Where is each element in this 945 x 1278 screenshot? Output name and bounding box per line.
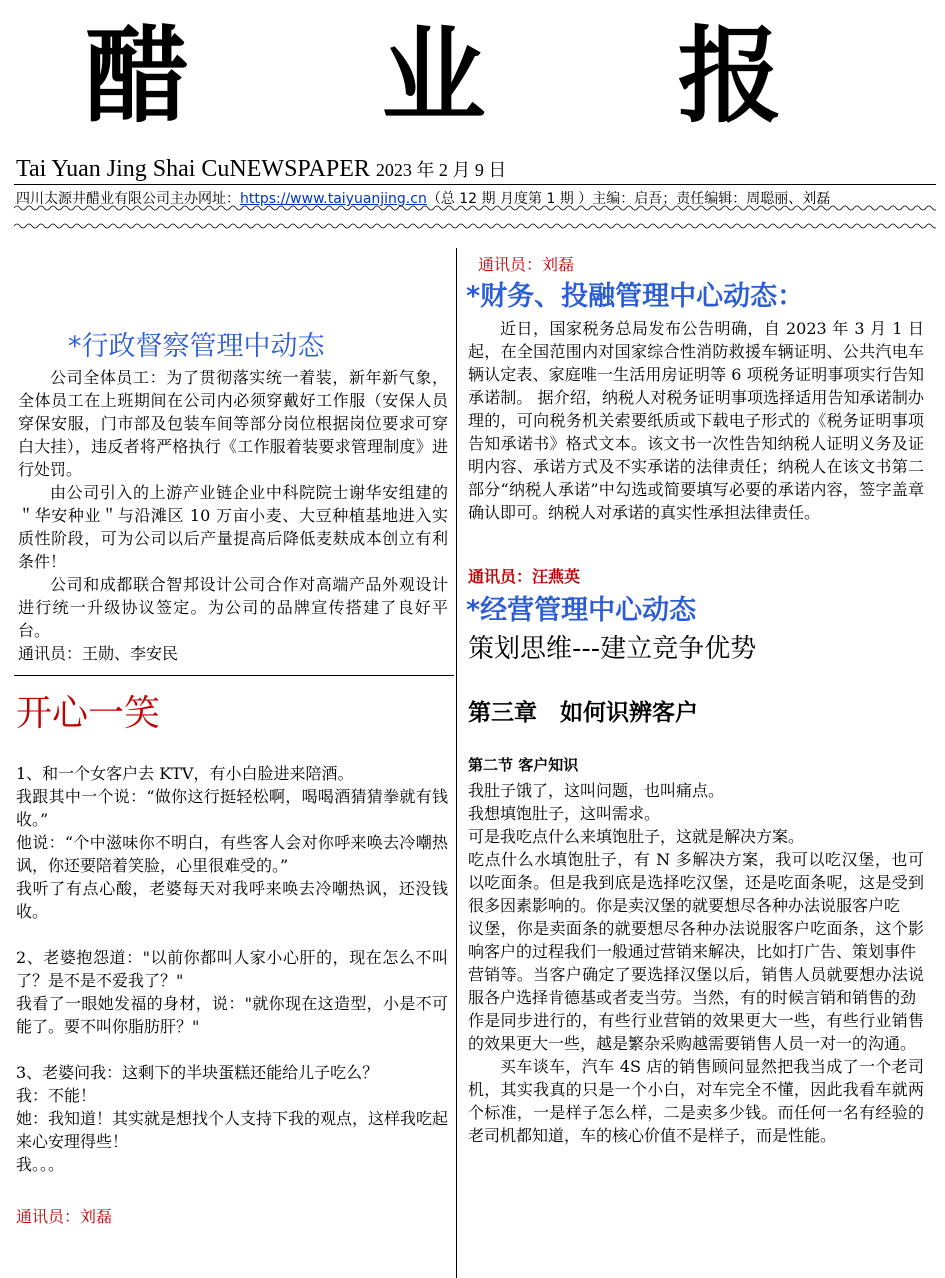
issue-date: 2023 年 2 月 9 日 bbox=[375, 160, 507, 180]
joke-spacer bbox=[16, 923, 448, 946]
body-line: 议堡，你是卖面条的就要想尽各种办法说服客户吃面条，这个影响客户的过程我们一般通过营销来解决，比如打广告、策划事件 bbox=[468, 919, 924, 961]
joke-line: 1、和一个女客户去 KTV，有小白脸进来陪酒。 bbox=[16, 764, 354, 783]
admin-heading: *行政督察管理中动态 bbox=[68, 331, 325, 362]
wavy-rule-top bbox=[14, 204, 936, 212]
body-line: 我肚子饿了，这叫问题，也叫痛点。 bbox=[468, 781, 725, 800]
joke-reporter: 通讯员：刘磊 bbox=[16, 1207, 113, 1226]
joke-line: 我跟其中一个说：“做你这行挺轻松啊，喝喝酒猜猜拳就有钱收。” bbox=[16, 787, 448, 829]
publisher-prefix: 四川太源井醋业有限公司主办网址： bbox=[16, 191, 240, 207]
finance-heading: *财务、投融管理中心动态： bbox=[466, 281, 805, 312]
body-line: 作是同步进行的，有些行业营销的效果更大一些，有些行业销售的效果更大一些，越是繁杂采购越需要销售人员一对一的沟通。 bbox=[468, 1011, 924, 1053]
joke-article bbox=[16, 762, 448, 1176]
newspaper-title: 醋 业 报 bbox=[85, 14, 860, 137]
joke-line: 我。。。 bbox=[16, 1155, 65, 1174]
joke-line: 我看了一眼她发福的身材，说："就你现在这造型，小是不可能了。要不叫你脂肪肝？" bbox=[16, 994, 448, 1036]
finance-article bbox=[468, 317, 924, 524]
masthead bbox=[0, 0, 945, 135]
wavy-rule-bottom bbox=[14, 222, 936, 230]
column-divider bbox=[456, 248, 457, 1278]
joke-line: 2、老婆抱怨道："以前你都叫人家小心肝的，现在怎么不叫了？是不是不爱我了？" bbox=[16, 948, 448, 990]
publisher-suffix: （总 12 期 月度第 1 期 ）主编：启吾；责任编辑：周聪丽、刘磊 bbox=[426, 191, 831, 207]
finance-reporter: 通讯员：刘磊 bbox=[478, 255, 575, 274]
admin-paragraph: 公司和成都联合智邦设计公司合作对高端产品外观设计进行统一升级协议签定。为公司的品牌宣传搭建了良好平台。 bbox=[18, 575, 448, 640]
admin-paragraph: 公司全体员工：为了贯彻落实统一着装，新年新气象，全体员工在上班期间在公司内必须穿戴好工作服（安保人员穿保安服，门市部及包装车间等部分岗位根据岗位要求可穿白大挂），违反者将严格执行《工作服着装要求管理制度》进行处罚。 bbox=[18, 368, 448, 479]
newspaper-name: Tai Yuan Jing Shai CuNEWSPAPER bbox=[16, 156, 370, 182]
admin-reporter: 通讯员：王勋、李安民 bbox=[18, 644, 179, 663]
chapter-title: 第三章 如何识辨客户 bbox=[468, 699, 698, 726]
body-line: 营销等。当客户确定了要选择汉堡以后，销售人员就要想办法说服各户选择肯德基或者麦当劳。当然，有的时候言销和销售的劲 bbox=[468, 965, 924, 1007]
body-line: 可是我吃点什么来填饱肚子，这就是解决方案。 bbox=[468, 827, 805, 846]
joke-heading: 开心一笑 bbox=[16, 693, 161, 734]
joke-spacer bbox=[16, 1038, 448, 1061]
ops-subtitle: 策划思维---建立竞争优势 bbox=[468, 634, 757, 664]
joke-line: 3、老婆问我：这剩下的半块蛋糕还能给儿子吃么？ bbox=[16, 1063, 379, 1082]
ops-heading: *经营管理中心动态 bbox=[466, 595, 697, 626]
joke-line: 她：我知道！其实就是想找个人支持下我的观点，这样我吃起来心安理得些！ bbox=[16, 1109, 449, 1151]
joke-line: 我听了有点心酸，老婆每天对我呼来唤去冷嘲热讽，还没钱收。 bbox=[16, 879, 448, 921]
website-link[interactable]: https://www.taiyuanjing.cn bbox=[240, 191, 427, 207]
section-title: 第二节 客户知识 bbox=[468, 756, 579, 774]
joke-line: 我：不能！ bbox=[16, 1086, 97, 1105]
joke-line: 他说：“个中滋味你不明白，有些客人会对你呼来唤去冷嘲热讽，你还要陪着笑脸，心里很难受的。” bbox=[16, 833, 448, 875]
admin-article bbox=[18, 366, 448, 665]
dateline bbox=[16, 155, 936, 184]
car-paragraph: 买车谈车，汽车 4S 店的销售顾问显然把我当成了一个老司机，其实我真的只是一个小白，对车完全不懂，因此我看车就两个标准，一是样子怎么样，二是卖多少钱。而任何一名有经验的老司机都知道，车的核心价值不是样子，而是性能。 bbox=[468, 1057, 924, 1145]
ops-article bbox=[468, 779, 924, 1147]
body-line: 吃点什么水填饱肚子，有 N 多解决方案，我可以吃汉堡，也可以吃面条。但是我到底是选择吃汉堡，还是吃面条呢，这是受到很多因素影响的。你是卖汉堡的就要想尽各种办法说服客户吃 bbox=[468, 850, 924, 915]
top-rule bbox=[14, 184, 936, 185]
finance-paragraph: 近日，国家税务总局发布公告明确，自 2023 年 3 月 1 日起，在全国范围内对国家综合性消防救援车辆证明、公共汽电车辆认定表、家庭唯一生活用房证明等 6 项税务证明事项实行告知承诺制。 据介绍，纳税人对税务证明事项选择适用告知承诺制办理的，可向税务机关索要纸质或下载电子形式的《税务证明事项告知承诺书》格式文本。该文书一次性告知纳税人证明义务及证明内容、承诺方式及不实承诺的法律责任；纳税人在该文书第二部分“纳税人承诺”中勾选或简要填写必要的承诺内容，签字盖章确认即可。纳税人对承诺的真实性承担法律责任。 bbox=[468, 319, 924, 522]
left-section-rule bbox=[14, 675, 454, 676]
body-line: 我想填饱肚子，这叫需求。 bbox=[468, 804, 661, 823]
ops-reporter: 通讯员：汪燕英 bbox=[468, 567, 581, 586]
admin-paragraph: 由公司引入的上游产业链企业中科院院士谢华安组建的＂华安种业＂与沿滩区 10 万亩小麦、大豆种植基地进入实质性阶段，可为公司以后产量提高后降低麦麸成本创立有利条件！ bbox=[18, 483, 448, 571]
